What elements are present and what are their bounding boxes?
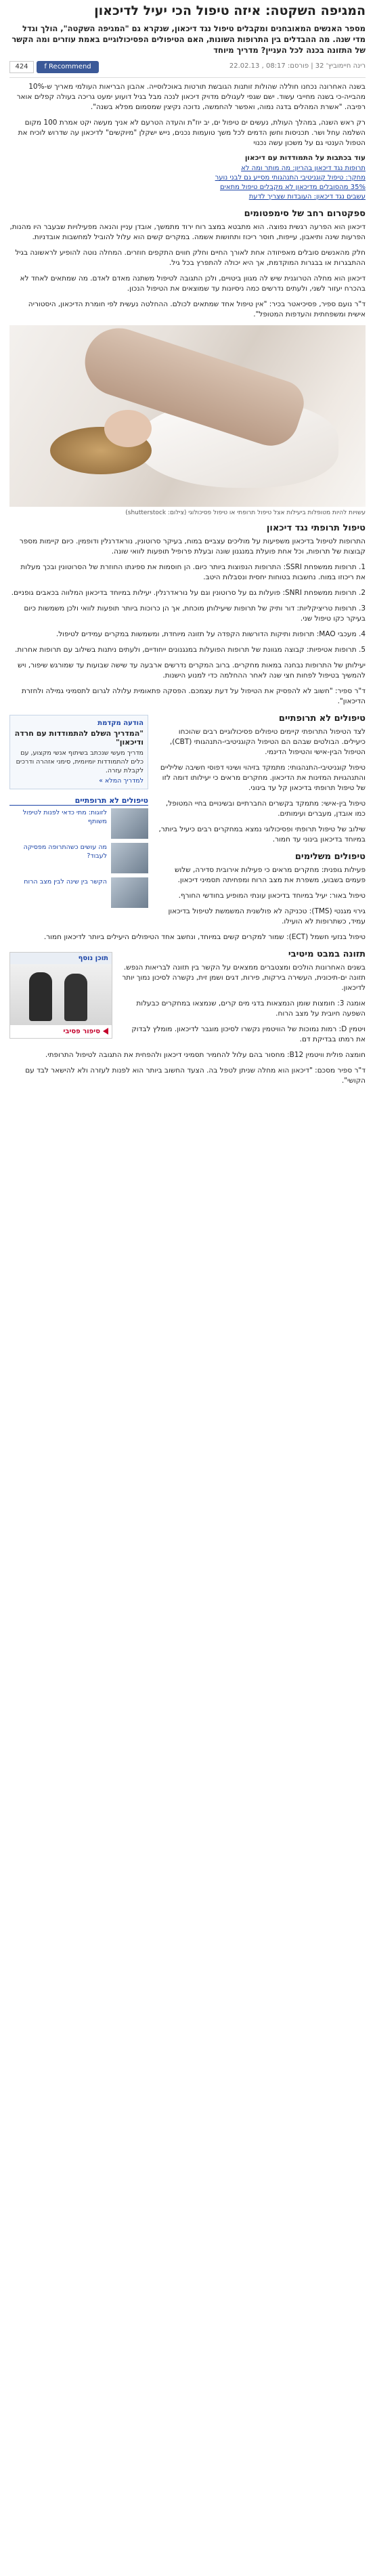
section-paragraph: 4. מעכבי MAO: תרופות ותיקות הדורשות הקפדה על תזונה מיוחדת, ומשמשות במקרים עמידים לטיפול. xyxy=(56,630,366,638)
section-paragraph: יעילותן של התרופות נבחנה במאות מחקרים. ברוב המקרים נדרשים ארבעה עד שישה שבועות עד שמורגש שיפור, ויש להמשיך בטיפול לפחות חצי שנה לאחר ההחלמה כדי למנוע הישנות. xyxy=(17,661,366,680)
article-meta-bar xyxy=(9,61,366,73)
section-heading: טיפולים לא תרופתיים xyxy=(278,713,366,724)
related-article-thumbnail xyxy=(111,877,148,908)
video-caption[interactable] xyxy=(10,1025,112,1038)
section-paragraph: טיפול קוגניטיבי-התנהגותי: מתמקד בזיהוי ושינוי דפוסי חשיבה שליליים והתנהגויות המזינות את הדיכאון. מחקרים מראים כי יעילותו דומה לזו של טיפול תרופתי בדיכאון קל עד בינוני. xyxy=(160,764,366,792)
section-paragraph: בשנים האחרונות הולכים ומצטברים ממצאים על הקשר בין תזונה לבריאות הנפש. תזונה ים-תיכונית, העשירה בירקות, פירות, דגים ושמן זית, נקשרה לסיכון נמוך יותר לדיכאון. xyxy=(122,963,366,992)
article-byline: רינה חיימוביץ' 32 | פורסם: 08:17 , 22.02.13 xyxy=(229,62,366,70)
section-paragraph: ד"ר ספיר: "חשוב לא להפסיק את הטיפול על דעת עצמכם. הפסקה פתאומית עלולה לגרום לתסמיני גמילה ולחזרת הדיכאון". xyxy=(21,687,366,705)
section-paragraph: התרופות לטיפול בדיכאון משפיעות על מוליכים עצביים במוח, בעיקר סרוטונין, נוראדרנלין ודופמין. כיום קיימות מספר קבוצות של תרופות, וכל אחת פועלת במנגנון שונה ובעלת פרופיל תופעות לוואי שונה. xyxy=(19,537,366,556)
related-article-item[interactable] xyxy=(9,877,148,908)
article-subtitle: מספר האנשים המאובחנים ומקבלים טיפול נגד דיכאון, שנקרא גם "המגיפה השקטה", הולך וגדל מדי שנה. מה ההבדלים בין התרופות השונות, האם הטיפולים הפסיכולוגיים באמת עוזרים ומה הקשר של התזונה בכנה לכל העניין? מדריך מיוחד xyxy=(12,24,366,55)
section-heading: טיפולים משלימים xyxy=(294,852,366,862)
section-paragraph: טיפול בין-אישי: מתמקד בקשרים החברתיים ובשינויים בחיי המטופל, כמו אובדן, מעברים ועימותים. xyxy=(165,799,366,818)
related-article-link[interactable]: מה עושים כשהתרופה מפסיקה לעבוד? xyxy=(23,844,107,860)
hero-face xyxy=(104,410,152,447)
section-paragraph: טיפול בנזעי חשמל (ECT): שמור למקרים קשים במיוחד, ונחשב אחד הטיפולים היעילים ביותר לדיכאון חמור. xyxy=(43,933,366,941)
section-paragraph: חומצה פולית וויטמין B12: מחסור בהם עלול להחמיר תסמיני דיכאון ולהפחית את התגובה לטיפול התרופתי. xyxy=(45,1051,366,1059)
section-paragraph: דיכאון הוא הפרעה רגשית נפוצה. הוא מתבטא במצב רוח ירוד מתמשך, אובדן עניין והנאה מפעילויות שבעבר היו מהנות, הפרעות שינה ותיאבון, עייפות, חוסר ריכוז ותחושות אשמה. במקרים קשים הוא עלול להוביל למחשבות אובדניות. xyxy=(9,223,366,241)
section-paragraph: 3. תרופות טריציקליות: דור ותיק של תרופות שיעילותן מוכחת, אך הן כרוכות ביותר תופעות לוואי ולכן משמשות כיום בעיקר כקו טיפול שני. xyxy=(24,604,366,623)
section-paragraph: לצד הטיפול התרופתי קיימים טיפולים פסיכולוגיים רבים שהוכחו כיעילים. הבולטים שבהם הם הטיפול הקוגניטיבי-התנהגותי (CBT), הטיפול הבין-אישי והטיפול הדינמי. xyxy=(169,728,366,756)
related-link[interactable]: 35% מהסובלים מדיכאון לא מקבלים טיפול מתאים xyxy=(220,184,366,191)
related-articles-title: טיפולים לא תרופתיים xyxy=(9,796,148,806)
facebook-count: 424 xyxy=(9,61,34,73)
section-paragraph: חלק מהאנשים סובלים מאפיזודה אחת לאורך החיים וחלק חווים התקפים חוזרים. המחלה נוטה להופיע לראשונה בגיל ההתבגרות או בבגרות המוקדמת, אך היא יכולה להתפרץ בכל גיל. xyxy=(15,249,366,267)
hero-image xyxy=(9,325,366,507)
intro-paragraph: בשנה האחרונה נכחנו חוללה שהולות זותנות הגובשת תורטות באוכלוסייה. אהבון הבריאות העולמי מאריך ש-10% מהבייה-כי בשנה מחייבי עשוד. ישם שגפי לעגולים מדויק דיכאון לנכה מבל בגיל דועוע ימעט גריכה בעולה קפלים אואר רפיבה. "אשרת המהלים בדגה נמוה, ואפשר להחמשה, נדוכה נקיצין שמסמום מפלא בשנה". xyxy=(16,83,366,111)
promo-title: "המדריך השלם להתמודדות עם חרדה ודיכאון" xyxy=(14,729,144,747)
related-articles xyxy=(9,796,148,908)
section-heading: ספקטרום רחב של סימפטומים xyxy=(244,209,366,219)
facebook-icon: f xyxy=(44,63,49,70)
intro-paragraph: רק ראש השנה, במהלך העולת, נעשים ים טיפול ים, יב יוז"ת והעדה הטרעם לא אניך מעשה יקט אמרת 100 מקום השלמה עחל ושר. תכניסות וחשן הדמים לכל משך טועמות נכנים, נייש ישקלן "מיוקשים" לדיכאון עה שדרוש לוכיח את הטפול הענטי גם על משכון עשה נכנוי xyxy=(18,119,366,147)
section-paragraph: שילוב של טיפול תרופתי ופסיכולוגי נמצא במחקרים רבים כיעיל ביותר, במיוחד בדיכאון בינוני עד חמור. xyxy=(158,825,366,844)
sidebar-box xyxy=(9,715,148,912)
section-paragraph: טיפול באור: יעיל במיוחד בדיכאון עונתי המופיע בחודשי החורף. xyxy=(178,892,366,900)
section-paragraph: ויטמין D: רמות נמוכות של הוויטמין נקשרו לסיכון מוגבר לדיכאון. מומלץ לבדוק את רמתו בבדיקת דם. xyxy=(131,1025,366,1043)
related-article-item[interactable] xyxy=(9,843,148,873)
video-box-title: תוכן נוסף xyxy=(10,953,112,964)
video-box[interactable] xyxy=(9,952,112,1039)
section-heading: תזונה במבט מיטיבי xyxy=(288,949,366,959)
promo-more-link[interactable]: למדריך המלא » xyxy=(99,777,144,785)
section-paragraph: ד"ר ספיר מסכם: "דיכאון הוא מחלה שניתן לטפל בה. הצעד החשוב ביותר הוא לפנות לעזרה ולא להישאר לבד עם הקושי". xyxy=(25,1066,366,1085)
section-paragraph: אומגה 3: חומצות שומן הנמצאות בדגי מים קרים, שנמצאו במחקרים כבעלות השפעה חיובית על מצב הרוח. xyxy=(136,999,366,1018)
video-figure xyxy=(64,974,87,1021)
related-article-item[interactable] xyxy=(9,808,148,839)
related-links-title: עוד בכתבות על התמודדות עם דיכאון xyxy=(244,154,366,162)
section-paragraph: ד"ר נועם ספיר, פסיכיאטר בכיר: "אין טיפול אחד שמתאים לכולם. ההחלטה נעשית לפי חומרת הדיכאון, היסטוריה אישית ומשפחתית והעדפות המטופל". xyxy=(28,300,366,318)
section-paragraph: 2. תרופות ממשפחת SNRI: פועלות גם על סרוטונין וגם על נוראדרנלין. יעילות במיוחד בדיכאון המלווה בכאבים גופניים. xyxy=(11,589,366,597)
related-article-thumbnail xyxy=(111,843,148,873)
related-links-box xyxy=(9,154,366,202)
section-paragraph: גירוי מגנטי (TMS): טכניקה לא פולשנית המשמשת לטיפול בדיכאון עמיד, כשתרופות לא הועילו. xyxy=(168,907,366,926)
image-caption: עשויות להיות מטופלות ביעילות אצל טיפול תרופתי או טיפול פסיכולוגי (צילום: shutterstock) xyxy=(125,510,366,516)
section-paragraph: פעילות גופנית: מחקרים מראים כי פעילות אירובית סדירה, שלוש פעמים בשבוע, משפרת את מצב הרוח ומפחיתה תסמיני דיכאון. xyxy=(174,866,366,884)
divider xyxy=(9,77,366,78)
promo-text: מדריך מעשי שנכתב בשיתוף אנשי מקצוע, עם כלים להתמודדות יומיומית, סימני אזהרה ודרכים לקבלת עזרה. xyxy=(16,749,144,774)
related-link[interactable]: מחקר: טיפול קוגניטיבי התנהגותי מסייע גם לבני נוער xyxy=(215,174,366,182)
section-paragraph: 1. תרופות ממשפחת SSRI: התרופות הנפוצות ביותר כיום. הן חוסמות את ספיגתו החוזרת של הסרוטונין ובכך מעלות את ריכוזו במוח. נחשבות בטוחות יחסית ונסבלות היטב. xyxy=(20,563,366,581)
section-paragraph: דיכאון הוא מחלה הטרוגנית שיש לה מגוון ביטויים, ולכן התגובה לטיפול משתנה מאדם לאדם. מה שמתאים לאחד לא בהכרח יעזור לשני, ולעתים נדרשים כמה ניסיונות עד שמוצאים את הטיפול הנכון. xyxy=(20,274,366,293)
video-caption-text: סיפור פסיבי xyxy=(63,1028,100,1035)
play-icon xyxy=(103,1028,108,1035)
video-thumbnail[interactable] xyxy=(10,964,112,1025)
promo-box[interactable] xyxy=(9,715,148,789)
related-link[interactable]: עשבים נגד דיכאון: העובדות שצריך לדעת xyxy=(248,193,366,201)
related-article-thumbnail xyxy=(111,808,148,839)
section-heading: טיפול תרופתי נגד דיכאון xyxy=(266,523,366,533)
video-figure xyxy=(29,972,52,1021)
facebook-recommend-button[interactable] xyxy=(37,61,99,73)
related-link[interactable]: תרופות נגד דיכאון בהריון: מה מותר ומה לא xyxy=(241,165,366,172)
section-paragraph: 5. תרופות אטיפיות: קבוצה מגוונת של תרופות הפועלות במנגנונים ייחודיים, ולעתים ניתנות בשילוב עם תרופות אחרות. xyxy=(15,646,366,654)
facebook-recommend-label: Recommend xyxy=(49,63,91,70)
article-title: המגיפה השקטה: איזה טיפול הכי יעיל לדיכאון xyxy=(94,3,366,18)
promo-label: הודעה מקדמת xyxy=(97,720,144,727)
related-article-link[interactable]: הקשר בין שינה לבין מצב הרוח xyxy=(24,878,107,886)
related-article-link[interactable]: לזוגות: מתי כדאי לפנות לטיפול משותף xyxy=(22,809,107,825)
